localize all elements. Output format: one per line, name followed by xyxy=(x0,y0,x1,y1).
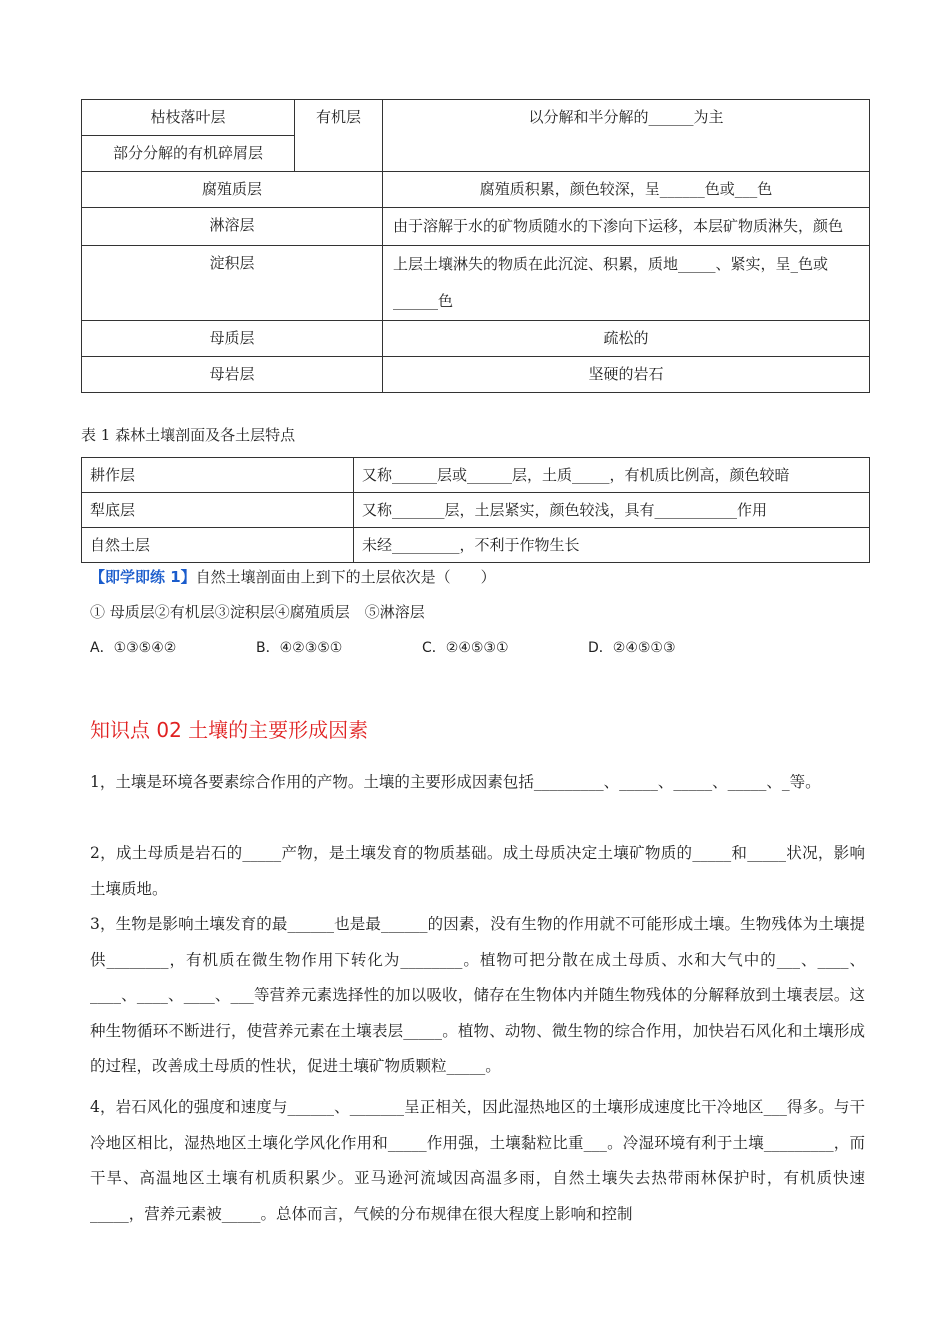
option-a: A．①③⑤④② xyxy=(90,640,177,656)
paragraph-2: 2，成土母质是岩石的_____产物，是土壤发育的物质基础。成土母质决定土壤矿物质的_____和_____状况，影响土壤质地。 xyxy=(90,844,865,898)
table-row xyxy=(82,100,870,136)
table-cell: 疏松的 xyxy=(383,321,870,357)
table-row xyxy=(82,458,870,493)
table-cell: 上层土壤淋失的物质在此沉淀、积累，质地_____、紧实，呈_色或______色 xyxy=(383,246,870,321)
table-cell: 犁底层 xyxy=(82,493,354,528)
option-b: B．④②③⑤① xyxy=(256,640,343,656)
table-cell: 又称______层或______层，土质_____，有机质比例高，颜色较暗 xyxy=(354,458,870,493)
table-cell: 部分分解的有机碎屑层 xyxy=(82,136,295,172)
forest-soil-profile-table xyxy=(81,99,870,393)
table-caption: 表 1 森林土壤剖面及各土层特点 xyxy=(81,426,296,444)
option-d: D．②④⑤①③ xyxy=(588,640,676,656)
paragraph-1: 1，土壤是环境各要素综合作用的产物。土壤的主要形成因素包括_________、_____、_____、_____、_等。 xyxy=(90,773,821,791)
table-cell: 枯枝落叶层 xyxy=(82,100,295,136)
table-cell: 以分解和半分解的______为主 xyxy=(383,100,870,172)
table-row xyxy=(82,321,870,357)
table-row xyxy=(82,357,870,393)
section-heading: 知识点 02 土壤的主要形成因素 xyxy=(90,718,369,742)
table-cell: 由于溶解于水的矿物质随水的下渗向下运移，本层矿物质淋失，颜色 xyxy=(383,208,870,246)
table-cell: 又称_______层，土层紧实，颜色较浅，具有___________作用 xyxy=(354,493,870,528)
table-row xyxy=(82,246,870,321)
practice-question-text: 自然土壤剖面由上到下的土层依次是（ ） xyxy=(195,568,496,586)
practice-items: ① 母质层②有机层③淀积层④腐殖质层 ⑤淋溶层 xyxy=(90,603,425,621)
table-row xyxy=(82,493,870,528)
table-cell: 自然土层 xyxy=(82,528,354,563)
table-cell: 未经_________，不利于作物生长 xyxy=(354,528,870,563)
practice-tag: 【即学即练 1】 xyxy=(90,568,196,586)
table-cell: 淀积层 xyxy=(82,246,383,321)
paragraph-3: 3，生物是影响土壤发育的最______也是最______的因素，没有生物的作用就不可能形成土壤。生物残体为土壤提供________，有机质在微生物作用下转化为________。植物可把分散在成土母质、水和大气中的___、____、____、____、____、___等营养元素选择性的加以吸收，储存在生物体内并随生物残体的分解释放到土壤表层。这种生物循环不断进行，使营养元素在土壤表层_____。植物、动物、微生物的综合作用，加快岩石风化和土壤形成的过程，改善成土母质的性状，促进土壤矿物质颗粒_____。 xyxy=(90,915,865,1075)
option-c: C．②④⑤③① xyxy=(422,640,509,656)
table-cell: 腐殖质层 xyxy=(82,172,383,208)
table-cell: 坚硬的岩石 xyxy=(383,357,870,393)
table-cell: 有机层 xyxy=(295,100,383,172)
table-row xyxy=(82,172,870,208)
table-row xyxy=(82,208,870,246)
farmland-soil-table xyxy=(81,457,870,563)
table-cell: 母质层 xyxy=(82,321,383,357)
practice-options xyxy=(90,636,870,659)
table-cell: 淋溶层 xyxy=(82,208,383,246)
table-cell: 母岩层 xyxy=(82,357,383,393)
table-row xyxy=(82,528,870,563)
practice-question xyxy=(90,566,496,588)
table-cell: 腐殖质积累，颜色较深，呈______色或___色 xyxy=(383,172,870,208)
paragraph-4: 4，岩石风化的强度和速度与______、_______呈正相关，因此湿热地区的土壤形成速度比干冷地区___得多。与干冷地区相比，湿热地区土壤化学风化作用和_____作用强，土壤黏粒比重___。冷湿环境有利于土壤_________，而干旱、高温地区土壤有机质积累少。亚马逊河流域因高温多雨，自然土壤失去热带雨林保护时，有机质快速_____，营养元素被_____。总体而言，气候的分布规律在很大程度上影响和控制 xyxy=(90,1098,865,1223)
table-cell: 耕作层 xyxy=(82,458,354,493)
